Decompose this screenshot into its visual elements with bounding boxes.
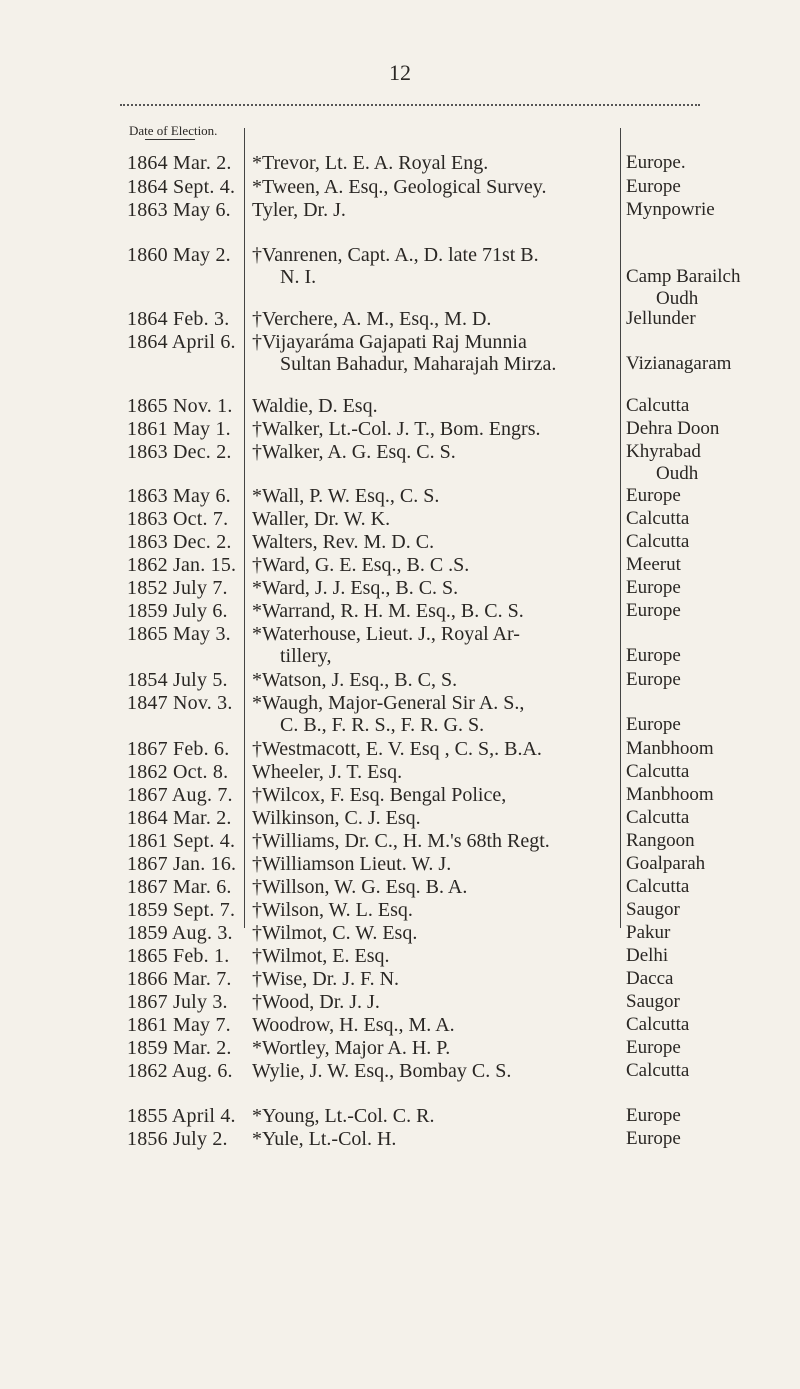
member-location [626,968,796,990]
member-location [626,669,796,691]
member-name-line: †Vijayaráma Gajapati Raj Munnia [252,331,527,353]
member-name-line: †Wise, Dr. J. F. N. [252,968,400,990]
member-name-line: †Wilmot, C. W. Esq. [252,922,418,944]
member-location [626,244,796,310]
member-name [252,600,618,622]
member-name-line: †Wood, Dr. J. J. [252,991,380,1013]
location-line: Europe [626,714,681,735]
member-name-line: †Verchere, A. M., Esq., M. D. [252,308,492,330]
member-name [252,1128,618,1150]
member-location [626,853,796,875]
member-name-line: †Vanrenen, Capt. A., D. late 71st B. [252,244,539,266]
member-name [252,395,618,417]
member-location [626,991,796,1013]
member-name [252,485,618,507]
member-name [252,669,618,691]
election-date: 1867 Aug. 7. [127,784,233,806]
election-date: 1860 May 2. [127,244,231,266]
member-name [252,176,618,198]
member-name [252,899,618,921]
member-location [626,508,796,530]
member-location [626,738,796,760]
member-name [252,876,618,898]
election-date: 1863 Dec. 2. [127,441,232,463]
election-date: 1863 Oct. 7. [127,508,229,530]
member-name [252,1060,618,1082]
location-line: Europe [626,600,681,621]
date-column-underline [145,139,195,140]
member-name-line: †Williamson Lieut. W. J. [252,853,452,875]
member-name [252,761,618,783]
member-name [252,738,618,760]
election-date: 1861 May 1. [127,418,231,440]
member-name [252,991,618,1013]
location-line: Meerut [626,554,681,575]
election-date: 1859 July 6. [127,600,228,622]
election-date: 1862 Oct. 8. [127,761,229,783]
member-name-line: *Trevor, Lt. E. A. Royal Eng. [252,152,489,174]
location-line: Dehra Doon [626,418,720,439]
member-location [626,899,796,921]
location-line: Oudh [656,288,699,309]
location-line: Calcutta [626,876,690,897]
location-line: Oudh [656,463,699,484]
election-date: 1859 Sept. 7. [127,899,236,921]
location-line: Delhi [626,945,669,966]
election-date: 1861 Sept. 4. [127,830,236,852]
election-date: 1861 May 7. [127,1014,231,1036]
member-name-line: †Williams, Dr. C., H. M.'s 68th Regt. [252,830,550,852]
member-location [626,577,796,599]
location-line [626,692,796,714]
location-line: Mynpowrie [626,199,715,220]
location-line: Pakur [626,922,671,943]
member-name [252,945,618,967]
member-name-line: Waller, Dr. W. K. [252,508,391,530]
location-line: Europe [626,645,681,666]
member-name [252,308,618,330]
member-location [626,331,796,375]
member-name-line: Tyler, Dr. J. [252,199,346,221]
member-location [626,876,796,898]
election-date: 1864 Mar. 2. [127,152,232,174]
member-name [252,922,618,944]
member-name [252,441,618,463]
member-name-line: *Waterhouse, Lieut. J., Royal Ar- [252,623,520,645]
election-date: 1864 April 6. [127,331,236,353]
member-location [626,692,796,736]
location-line [626,331,796,353]
member-name-line: *Waugh, Major-General Sir A. S., [252,692,525,714]
member-location [626,199,796,221]
member-location [626,1105,796,1127]
member-name [252,554,618,576]
member-name [252,623,618,667]
member-name [252,577,618,599]
location-line: Europe [626,1128,681,1149]
member-location [626,623,796,667]
location-line: Europe [626,1105,681,1126]
location-line: Jellunder [626,308,696,329]
election-date: 1866 Mar. 7. [127,968,232,990]
member-location [626,441,796,485]
member-name [252,692,618,736]
member-name-line: *Yule, Lt.-Col. H. [252,1128,397,1150]
member-name-continuation: tillery, [280,645,332,667]
member-location [626,830,796,852]
election-date: 1856 July 2. [127,1128,228,1150]
member-name-line: †Willson, W. G. Esq. B. A. [252,876,468,898]
member-name-line: Wylie, J. W. Esq., Bombay C. S. [252,1060,512,1082]
location-line: Calcutta [626,1014,690,1035]
location-line: Calcutta [626,1060,690,1081]
election-date: 1855 April 4. [127,1105,236,1127]
election-date: 1867 July 3. [127,991,228,1013]
member-name-line: †Ward, G. E. Esq., B. C .S. [252,554,470,576]
member-name [252,853,618,875]
member-location [626,761,796,783]
location-line: Goalparah [626,853,706,874]
member-location [626,1060,796,1082]
member-name-line: †Wilson, W. L. Esq. [252,899,413,921]
member-name [252,244,618,288]
member-name [252,807,618,829]
member-name [252,784,618,806]
member-location [626,554,796,576]
election-date: 1863 May 6. [127,199,231,221]
member-name-line: †Wilcox, F. Esq. Bengal Police, [252,784,507,806]
location-line: Manbhoom [626,784,714,805]
member-name-line: †Wilmot, E. Esq. [252,945,390,967]
election-date: 1867 Mar. 6. [127,876,232,898]
member-name-line: *Warrand, R. H. M. Esq., B. C. S. [252,600,524,622]
location-line: Europe [626,1037,681,1058]
location-line: Saugor [626,899,680,920]
election-date: 1867 Jan. 16. [127,853,237,875]
member-name [252,830,618,852]
member-location [626,1014,796,1036]
location-line: Europe [626,176,681,197]
member-name-line: Wilkinson, C. J. Esq. [252,807,421,829]
member-location [626,807,796,829]
member-name-line: Waldie, D. Esq. [252,395,378,417]
election-date: 1852 July 7. [127,577,228,599]
member-location [626,308,796,330]
member-location [626,922,796,944]
member-name-continuation: N. I. [280,266,317,288]
member-name [252,152,618,174]
election-date: 1859 Aug. 3. [127,922,233,944]
member-name [252,418,618,440]
election-date: 1862 Aug. 6. [127,1060,233,1082]
page-number: 12 [389,60,411,85]
member-name-line: *Tween, A. Esq., Geological Survey. [252,176,547,198]
location-line: Calcutta [626,508,690,529]
election-date: 1864 Sept. 4. [127,176,236,198]
election-date: 1863 May 6. [127,485,231,507]
election-date: 1862 Jan. 15. [127,554,237,576]
location-line: Saugor [626,991,680,1012]
election-date: 1863 Dec. 2. [127,531,232,553]
member-name-line: *Ward, J. J. Esq., B. C. S. [252,577,459,599]
header-dotted-rule [120,104,700,106]
election-date: 1854 July 5. [127,669,228,691]
member-name-line: Woodrow, H. Esq., M. A. [252,1014,455,1036]
member-name [252,1037,618,1059]
location-line: Europe [626,577,681,598]
member-name-line: †Westmacott, E. V. Esq , C. S,. B.A. [252,738,542,760]
location-line: Calcutta [626,761,690,782]
location-line: Vizianagaram [626,353,732,374]
location-line: Europe [626,485,681,506]
member-name-continuation: Sultan Bahadur, Maharajah Mirza. [280,353,557,375]
member-name [252,508,618,530]
election-date: 1865 Feb. 1. [127,945,230,967]
location-column-divider [620,128,621,928]
location-line: Rangoon [626,830,695,851]
member-location [626,784,796,806]
member-name-line: *Watson, J. Esq., B. C, S. [252,669,458,691]
member-name-line: Wheeler, J. T. Esq. [252,761,403,783]
election-date: 1859 Mar. 2. [127,1037,232,1059]
member-location [626,945,796,967]
member-name-line: Walters, Rev. M. D. C. [252,531,435,553]
election-date: 1864 Feb. 3. [127,308,230,330]
date-column-label: Date of Election. [129,123,218,138]
date-column-divider [244,128,245,928]
election-date: 1865 May 3. [127,623,231,645]
location-line: Calcutta [626,807,690,828]
member-name [252,331,618,375]
member-location [626,485,796,507]
member-name-continuation: C. B., F. R. S., F. R. G. S. [280,714,485,736]
member-name-line: †Walker, A. G. Esq. C. S. [252,441,456,463]
member-location [626,395,796,417]
member-name-line: †Walker, Lt.-Col. J. T., Bom. Engrs. [252,418,541,440]
election-date: 1847 Nov. 3. [127,692,233,714]
location-line: Manbhoom [626,738,714,759]
member-name [252,1014,618,1036]
member-name-line: *Young, Lt.-Col. C. R. [252,1105,435,1127]
member-name [252,1105,618,1127]
member-location [626,418,796,440]
member-name [252,531,618,553]
election-date: 1867 Feb. 6. [127,738,230,760]
location-line: Calcutta [626,395,690,416]
member-name [252,968,618,990]
member-location [626,1037,796,1059]
member-location [626,1128,796,1150]
location-line: Camp Barailch [626,266,741,287]
location-line: Khyrabad [626,441,701,462]
location-line: Europe [626,669,681,690]
location-line: Europe. [626,152,686,173]
member-location [626,176,796,198]
election-date: 1864 Mar. 2. [127,807,232,829]
member-location [626,600,796,622]
member-name-line: *Wall, P. W. Esq., C. S. [252,485,440,507]
location-line [626,244,796,266]
member-location [626,152,796,174]
member-location [626,531,796,553]
election-date: 1865 Nov. 1. [127,395,233,417]
member-name-line: *Wortley, Major A. H. P. [252,1037,451,1059]
location-line: Dacca [626,968,674,989]
member-name [252,199,618,221]
location-line [626,623,796,645]
location-line: Calcutta [626,531,690,552]
